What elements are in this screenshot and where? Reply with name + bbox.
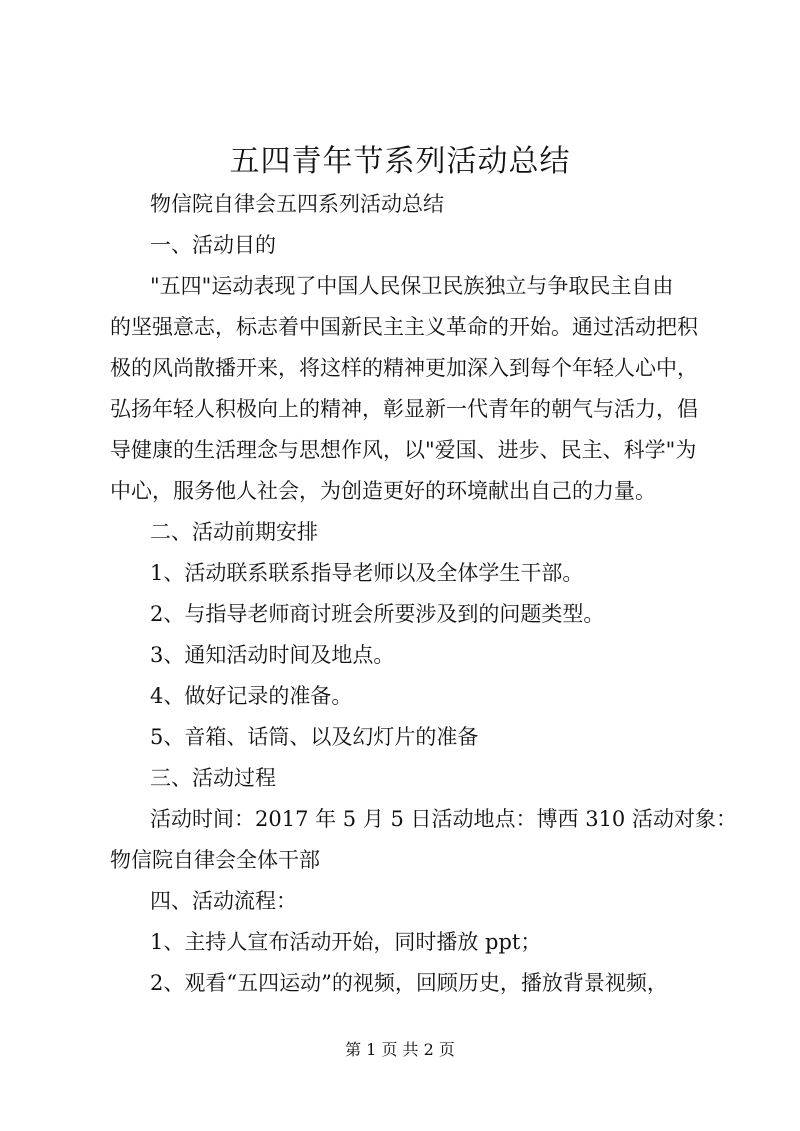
- page-footer: 第 1 页 共 2 页: [345, 1040, 455, 1059]
- paragraph-line: 弘扬年轻人积极向上的精神，彰显新一代青年的朝气与活力，倡: [110, 397, 698, 421]
- paragraph-line: "五四"运动表现了中国人民保卫民族独立与争取民主自由: [150, 274, 674, 298]
- list-item: 2、观看“五四运动”的视频，回顾历史，播放背景视频，: [150, 971, 668, 995]
- section-heading-process: 三、活动过程: [150, 766, 276, 790]
- subtitle-line: 物信院自律会五四系列活动总结: [150, 192, 444, 216]
- section-heading-preparation: 二、活动前期安排: [150, 520, 318, 544]
- list-item: 2、与指导老师商讨班会所要涉及到的问题类型。: [150, 602, 605, 626]
- list-item: 5、音箱、话筒、以及幻灯片的准备: [150, 725, 479, 749]
- paragraph-line: 物信院自律会全体干部: [110, 848, 320, 872]
- list-item: 3、通知活动时间及地点。: [150, 643, 395, 667]
- document-body: [110, 184, 737, 1004]
- list-item: 1、主持人宣布活动开始，同时播放 ppt；: [150, 930, 542, 954]
- paragraph-line: 中心，服务他人社会，为创造更好的环境献出自己的力量。: [110, 479, 656, 503]
- paragraph-line: 活动时间：2017 年 5 月 5 日活动地点：博西 310 活动对象：: [150, 807, 737, 831]
- list-item: 1、活动联系联系指导老师以及全体学生干部。: [150, 561, 584, 585]
- list-item: 4、做好记录的准备。: [150, 684, 353, 708]
- section-heading-flow: 四、活动流程：: [150, 889, 297, 913]
- paragraph-line: 导健康的生活理念与思想作风，以"爱国、进步、民主、科学"为: [110, 438, 697, 462]
- section-heading-purpose: 一、活动目的: [150, 233, 276, 257]
- document-title: 五四青年节系列活动总结: [229, 144, 571, 179]
- paragraph-line: 的坚强意志，标志着中国新民主主义革命的开始。通过活动把积: [110, 315, 698, 339]
- paragraph-line: 极的风尚散播开来，将这样的精神更加深入到每个年轻人心中，: [110, 356, 698, 380]
